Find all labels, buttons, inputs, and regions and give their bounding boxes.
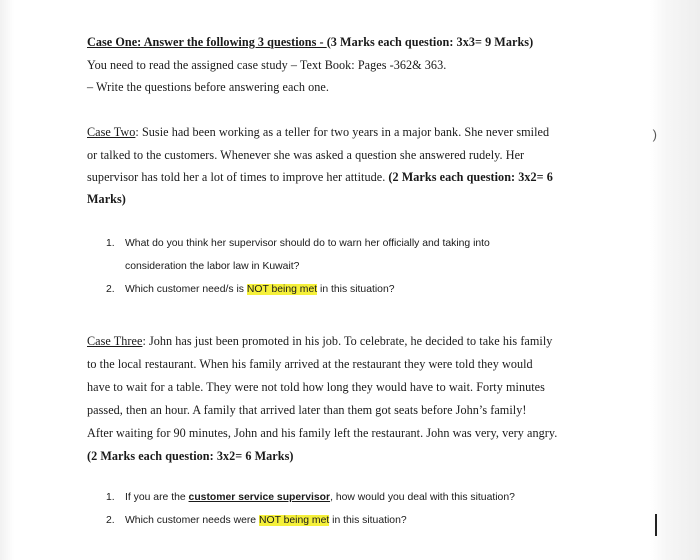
case-three-text-1: : John has just been promoted in his job. To celebrate, he decided to take his family xyxy=(142,334,553,348)
case-two-text-3: supervisor has told her a lot of times to improve her attitude. xyxy=(87,170,389,184)
page-left-shadow xyxy=(0,0,14,560)
case-three-q2-post: in this situation? xyxy=(329,515,407,526)
case-two-q2-post: in this situation? xyxy=(317,284,395,295)
case-two-line-3 xyxy=(87,170,553,185)
text-cursor xyxy=(655,514,657,536)
case-two-q1-line-1: What do you think her supervisor should do to warn her officially and taking into xyxy=(125,238,490,249)
case-three-line-2: to the local restaurant. When his family arrived at the restaurant they were told they would xyxy=(87,357,533,371)
case-two-text-1: : Susie had been working as a teller for two years in a major bank. She never smiled xyxy=(135,125,550,139)
case-three-q1-pre: If you are the xyxy=(125,492,189,503)
case-three-line-3: have to wait for a table. They were not told how long they would have to wait. Forty minutes xyxy=(87,380,545,394)
case-three-q2 xyxy=(125,515,407,526)
case-two-q2-number: 2. xyxy=(106,284,115,295)
edge-mark: ) xyxy=(652,127,657,142)
case-three-q1-post: , how would you deal with this situation? xyxy=(330,492,515,503)
case-one-marks: (3 Marks each question: 3x3= 9 Marks) xyxy=(326,35,534,49)
case-two-title: Case Two xyxy=(87,125,136,139)
case-one-instruction: You need to read the assigned case study – Text Book: Pages -362& 363. xyxy=(87,58,447,72)
case-two-q2 xyxy=(125,284,395,295)
case-two-line-2: or talked to the customers. Whenever she was asked a question she answered rudely. Her xyxy=(87,148,525,162)
case-two-q2-pre: Which customer need/s is xyxy=(125,284,247,295)
case-three-q2-number: 2. xyxy=(106,515,115,526)
case-three-line-4: passed, then an hour. A family that arrived later than them got seats before John’s family! xyxy=(87,403,527,417)
case-three-q2-pre: Which customer needs were xyxy=(125,515,259,526)
case-one-note: – Write the questions before answering each one. xyxy=(87,80,329,94)
case-three-marks: (2 Marks each question: 3x2= 6 Marks) xyxy=(87,449,294,463)
case-two-q1-line-2: consideration the labor law in Kuwait? xyxy=(125,261,300,272)
case-three-q1-number: 1. xyxy=(106,492,115,503)
page-right-shadow xyxy=(650,0,700,560)
case-three-line-5: After waiting for 90 minutes, John and his family left the restaurant. John was very, very angry. xyxy=(87,426,558,440)
case-three-q1 xyxy=(125,492,515,503)
case-two-marks: (2 Marks each question: 3x2= 6 xyxy=(388,170,553,184)
case-three-q2-highlight: NOT being met xyxy=(258,515,330,526)
case-two-q1-number: 1. xyxy=(106,238,115,249)
case-one-heading xyxy=(87,35,533,50)
case-two-line-1 xyxy=(87,125,549,140)
case-two-line-4: Marks) xyxy=(87,192,126,206)
case-three-title: Case Three xyxy=(87,334,143,348)
case-two-q2-highlight: NOT being met xyxy=(246,284,318,295)
case-one-heading-underlined: Case One: Answer the following 3 questions - xyxy=(87,35,327,49)
case-three-line-1 xyxy=(87,334,552,349)
case-three-q1-underlined: customer service supervisor xyxy=(188,492,331,503)
